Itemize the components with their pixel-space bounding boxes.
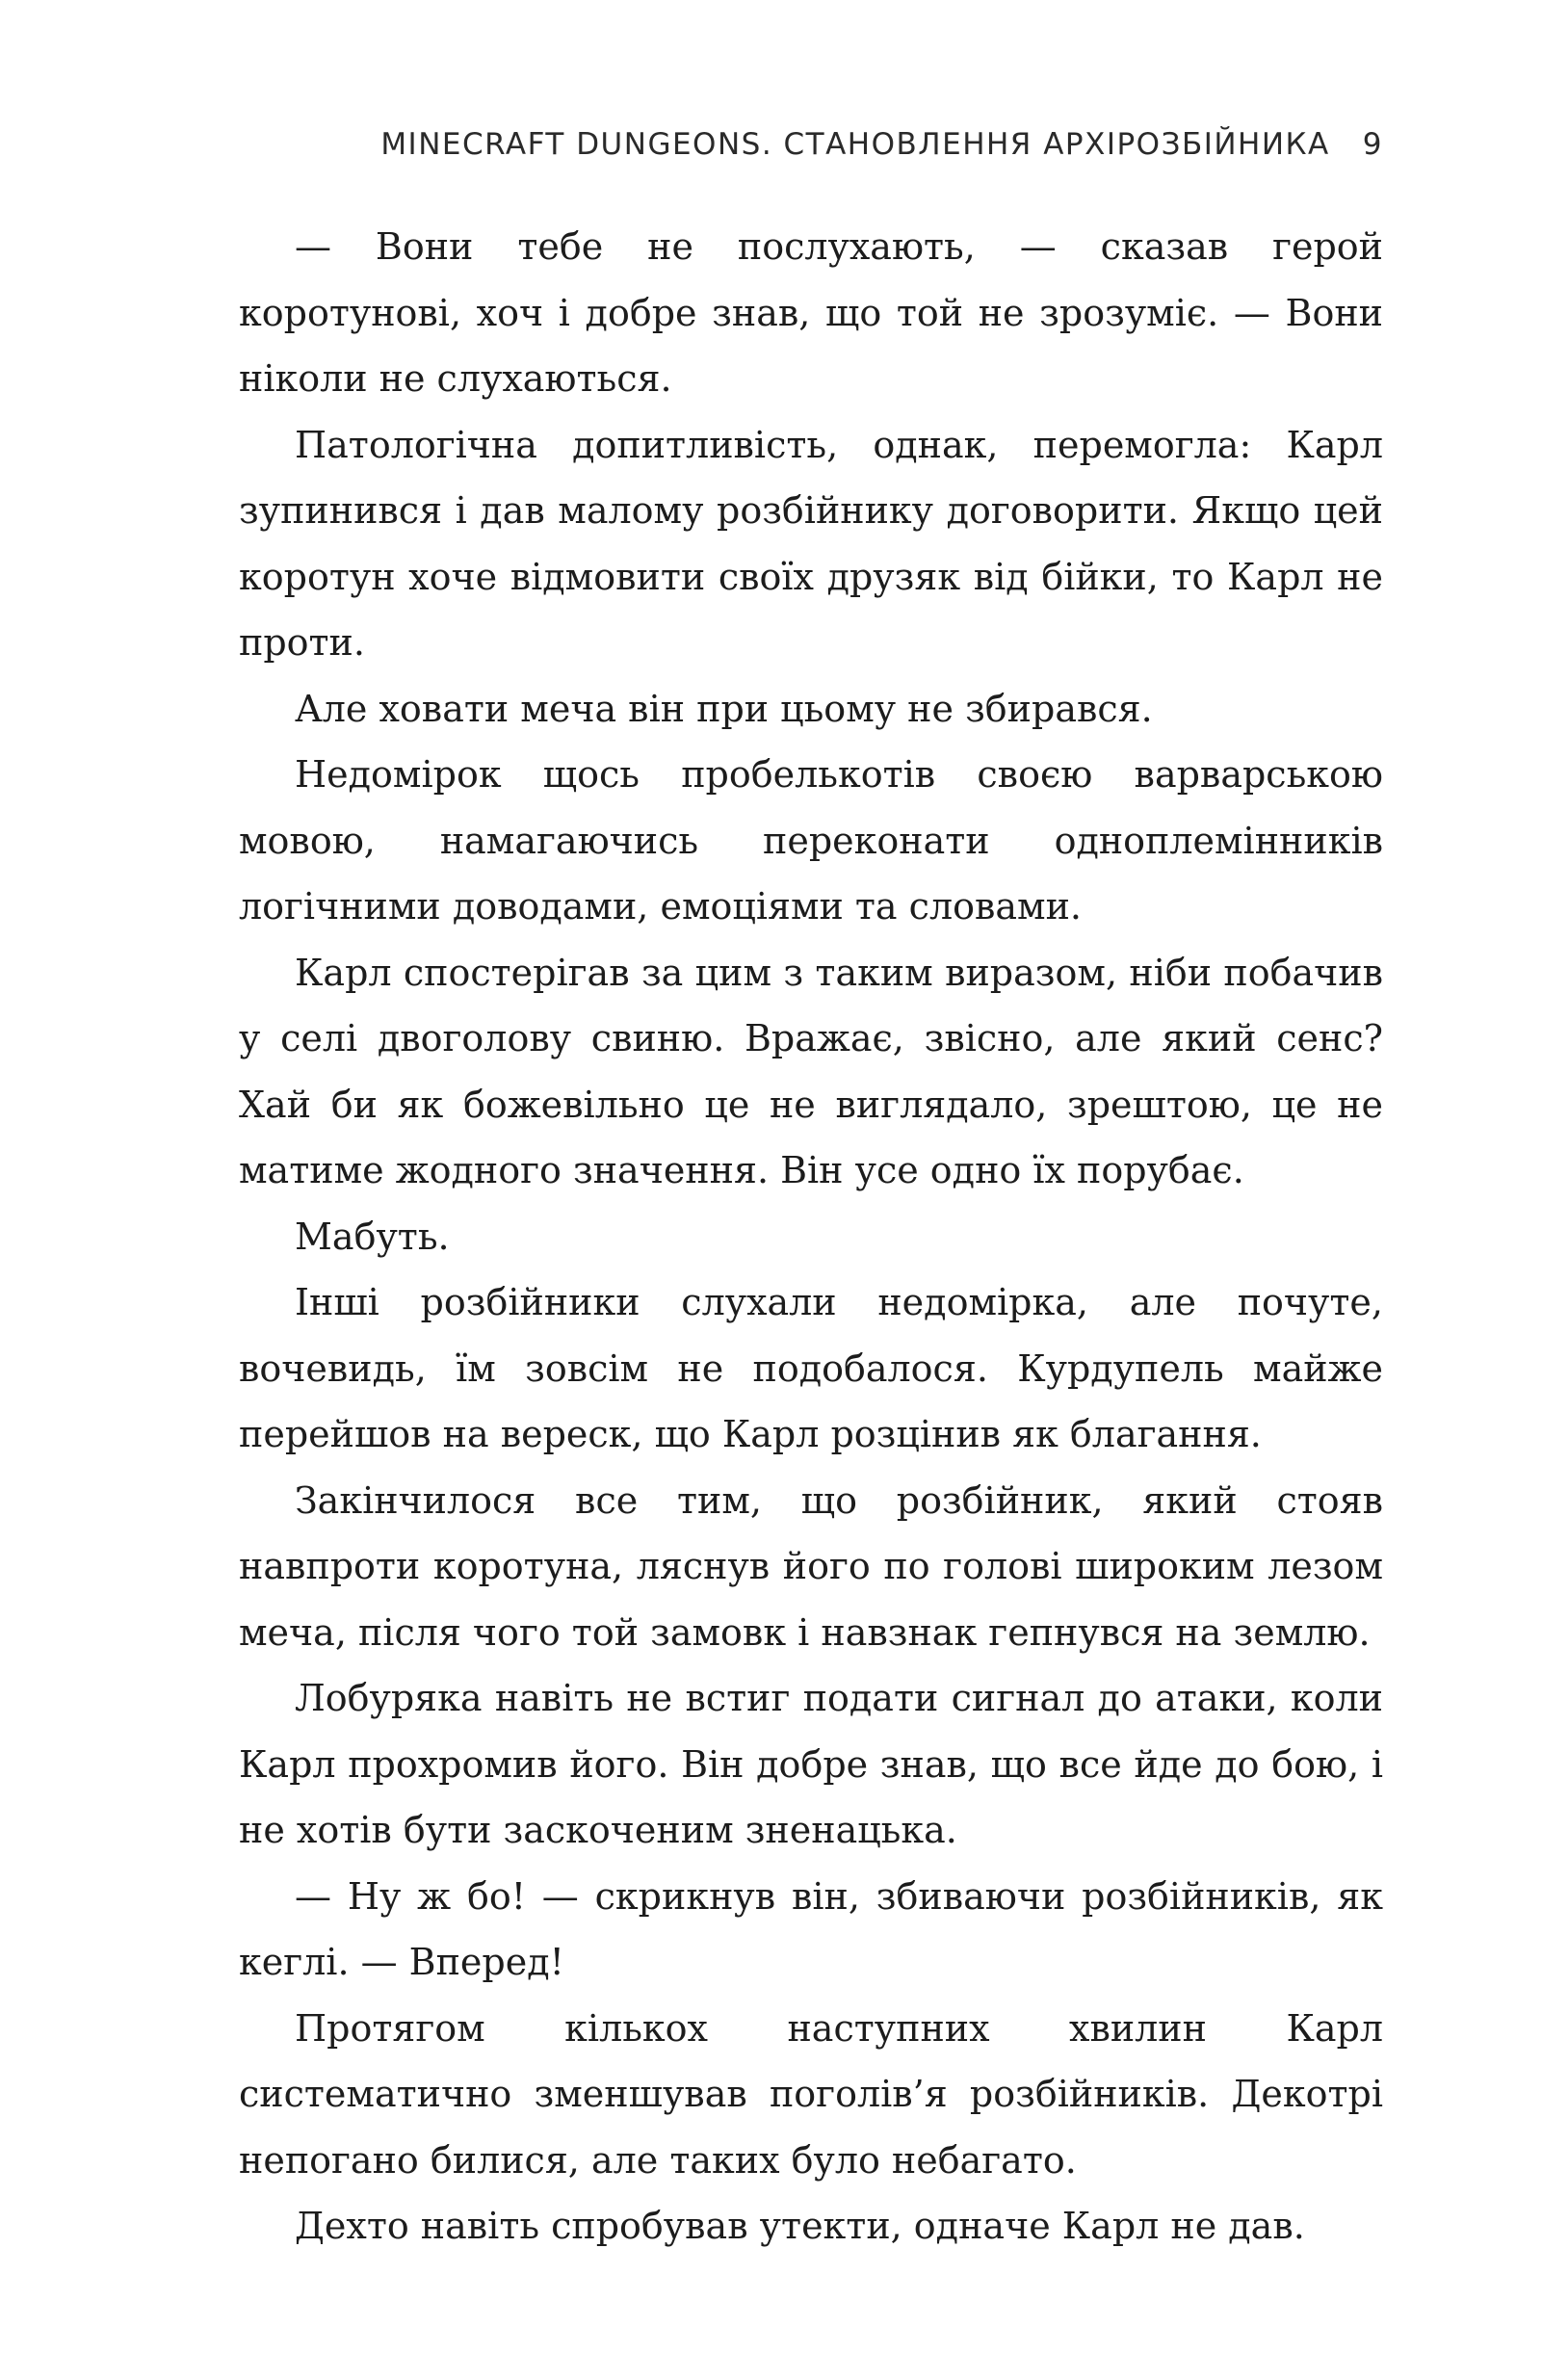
paragraph: — Ну ж бо! — скрикнув він, збиваючи розбійників, як кеглі. — Вперед! bbox=[239, 1874, 1383, 1983]
paragraph: Протягом кількох наступних хвилин Карл систематично зменшував поголів’я розбійників. Декотрі непогано билися, але таких було небагато. bbox=[239, 2006, 1383, 2182]
paragraph: Недомірок щось пробелькотів своєю варварською мовою, намагаючись переконати одноплемінників логічними доводами, емоціями та словами. bbox=[239, 753, 1383, 928]
running-header bbox=[231, 127, 1383, 162]
paragraph: Лобуряка навіть не встиг подати сигнал до атаки, коли Карл прохромив його. Він добре знав, що все йде до бою, і не хотів бути заскоченим зненацька. bbox=[239, 1677, 1383, 1851]
page-number: 9 bbox=[1362, 127, 1383, 162]
running-title: MINECRAFT DUNGEONS. СТАНОВЛЕННЯ АРХІРОЗБІЙНИКА bbox=[380, 127, 1330, 162]
paragraph: Інші розбійники слухали недомірка, але почуте, вочевидь, їм зовсім не подобалося. Курдупель майже перейшов на вереск, що Карл розцінив як благання. bbox=[239, 1281, 1383, 1455]
paragraph: Дехто навіть спробував утекти, одначе Карл не дав. bbox=[295, 2205, 1305, 2247]
paragraph: Мабуть. bbox=[295, 1215, 450, 1258]
paragraph: Карл спостерігав за цим з таким виразом, ніби побачив у селі двоголову свиню. Вражає, звісно, але який сенс? Хай би як божевільно це не виглядало, зрештою, це не матиме жодного значення. Він усе одно їх порубає. bbox=[239, 951, 1383, 1191]
paragraph: — Вони тебе не послухають, — сказав герой коротунові, хоч і добре знав, що той не зрозуміє. — Вони ніколи не слухаються. bbox=[239, 225, 1383, 400]
paragraph: Закінчилося все тим, що розбійник, який стояв навпроти коротуна, ляснув його по голові широким лезом меча, після чого той замовк і навзнак гепнувся на землю. bbox=[239, 1478, 1383, 1654]
body-text bbox=[239, 214, 1383, 2260]
paragraph: Але ховати меча він при цьому не збирався. bbox=[295, 687, 1153, 730]
paragraph: Патологічна допитливість, однак, перемогла: Карл зупинився і дав малому розбійнику договорити. Якщо цей коротун хоче відмовити своїх друзяк від бійки, то Карл не проти. bbox=[239, 423, 1383, 664]
